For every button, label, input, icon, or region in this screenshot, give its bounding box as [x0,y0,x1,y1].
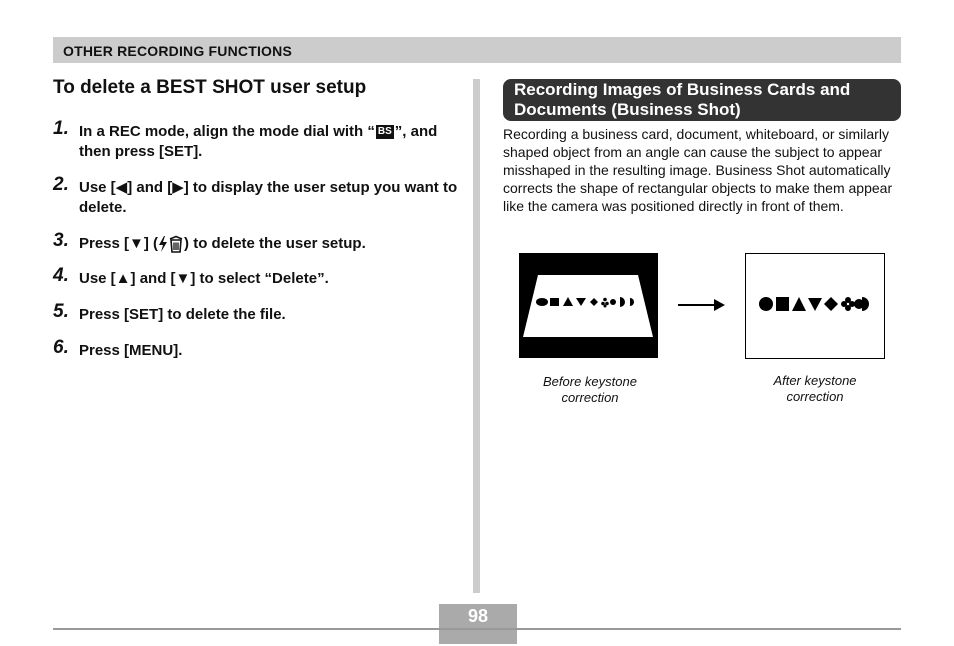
step-1 [53,118,463,162]
description-paragraph: Recording a business card, document, whiteboard, or similarly shaped object from an angle can cause the subject to appear misshaped in the resulting image. Business Shot automatically corrects the shape of rectangular objects to make them appear like the camera was positioned directly in front of them. [503,126,893,214]
step-number: 6. [53,337,69,358]
step-text-cont: ) to delete the user setup. [184,235,366,252]
page-number: 98 [439,604,517,628]
step-text: In a REC mode, align the mode dial with “ [79,123,375,140]
section-heading-pill [503,79,901,121]
after-keystone-image [745,253,885,359]
step-4 [53,265,329,289]
page-tab-lower [439,630,517,644]
right-arrow-icon [678,296,726,314]
header-title: OTHER RECORDING FUNCTIONS [63,43,292,59]
flash-icon [158,236,168,252]
step-number: 1. [53,118,69,139]
best-shot-mode-icon: BS [377,126,392,138]
step-number: 4. [53,265,69,286]
step-text: Press [MENU]. [79,342,183,359]
section-heading: Recording Images of Business Cards and Documents (Business Shot) [514,80,851,119]
step-number: 2. [53,174,69,195]
step-text: Use [▲] and [▼] to select “Delete”. [79,270,329,287]
before-keystone-image [519,253,658,358]
step-6 [53,337,183,361]
step-text-cont: ”, and then press [SET]. [79,123,438,160]
header-bar [53,37,901,63]
step-text: Press [SET] to delete the file. [79,306,286,323]
step-5 [53,301,286,325]
section-title: To delete a BEST SHOT user setup [53,77,367,98]
trash-icon [168,235,184,253]
step-number: 3. [53,230,69,251]
step-2 [53,174,463,218]
step-number: 5. [53,301,69,322]
before-caption: Before keystone correction [543,374,637,405]
step-3 [53,230,366,254]
after-caption: After keystone correction [773,373,857,404]
step-text: Press [▼] ( [79,235,159,252]
step-text: Use [◀] and [▶] to display the user setup you want to delete. [79,179,458,216]
column-divider [473,79,480,593]
